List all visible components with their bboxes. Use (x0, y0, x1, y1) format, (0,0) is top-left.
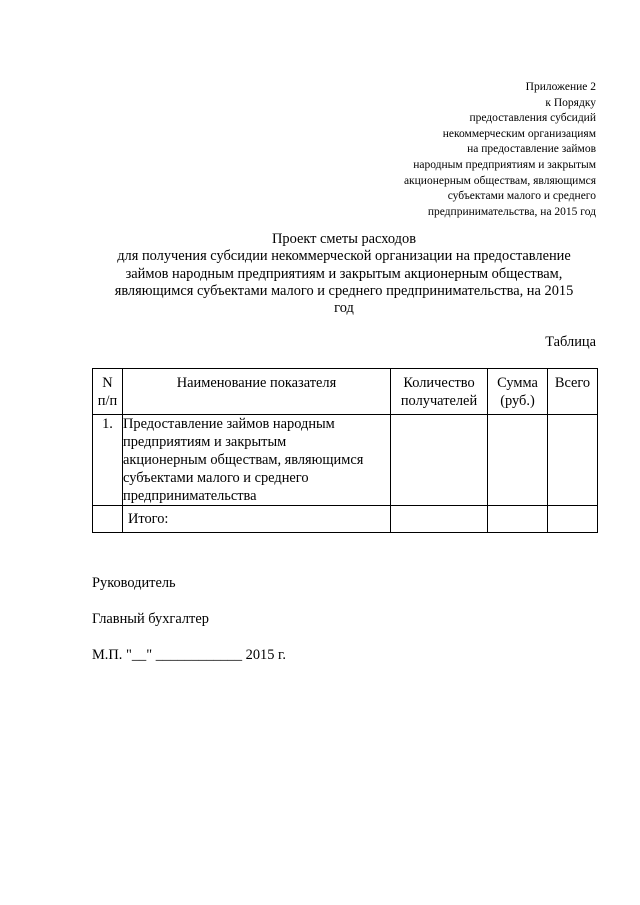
header-count (391, 369, 488, 415)
appendix-line: акционерным обществам, являющимся (403, 174, 596, 187)
row-sum-cell (488, 415, 548, 506)
row-name-line: субъектами малого и среднего (123, 470, 309, 486)
table-header-row (93, 369, 598, 415)
appendix-header (404, 80, 596, 220)
header-num-line: N (102, 375, 113, 391)
total-num-cell (93, 506, 123, 533)
appendix-line: народным предприятиям и закрытым (413, 158, 596, 171)
signature-accountant: Главный бухгалтер (92, 611, 209, 627)
title-line: год (334, 300, 354, 317)
estimate-table (92, 368, 598, 533)
title-line: займов народным предприятиям и закрытым акционерным обществам, (125, 265, 563, 282)
header-total-line: Всего (554, 375, 591, 391)
title-line: являющимся субъектами малого и среднего предпринимательства, на 2015 (114, 282, 574, 299)
appendix-line: на предоставление займов (467, 143, 596, 156)
row-name-line: предпринимательства (123, 488, 257, 504)
total-count-cell (391, 506, 488, 533)
table-total-row (93, 506, 598, 533)
document-title (92, 231, 596, 317)
appendix-line: некоммерческим организациям (442, 127, 596, 140)
total-sum-cell (488, 506, 548, 533)
header-name-line: Наименование показателя (176, 375, 337, 391)
appendix-line: предоставления субсидий (469, 112, 596, 125)
appendix-line: к Порядку (545, 96, 596, 109)
row-name-line: Предоставление займов народным (123, 416, 335, 432)
header-count-line: получателей (400, 393, 478, 409)
signature-stamp: М.П. "__" ____________ 2015 г. (92, 647, 286, 663)
row-name-line: предприятиям и закрытым (123, 434, 287, 450)
title-line: Проект сметы расходов (272, 231, 416, 247)
header-sum-line: (руб.) (500, 393, 535, 409)
header-total (548, 369, 598, 415)
row-total-cell (548, 415, 598, 506)
row-name (123, 415, 391, 506)
signature-head: Руководитель (92, 575, 176, 591)
header-name (123, 369, 391, 415)
header-num-line: п/п (97, 393, 118, 409)
appendix-line: предпринимательства, на 2015 год (427, 205, 596, 218)
total-total-cell (548, 506, 598, 533)
row-name-line: акционерным обществам, являющимся (123, 452, 364, 468)
appendix-line: субъектами малого и среднего (447, 190, 596, 203)
header-sum (488, 369, 548, 415)
appendix-line: Приложение 2 (525, 81, 596, 93)
table-label: Таблица (545, 334, 596, 350)
total-label: Итого: (123, 506, 391, 533)
row-num: 1. (93, 415, 123, 506)
header-num (93, 369, 123, 415)
row-count-cell (391, 415, 488, 506)
header-count-line: Количество (403, 375, 475, 391)
title-line: для получения субсидии некоммерческой организации на предоставление (117, 248, 571, 265)
table-row (93, 415, 598, 506)
header-sum-line: Сумма (497, 375, 538, 391)
